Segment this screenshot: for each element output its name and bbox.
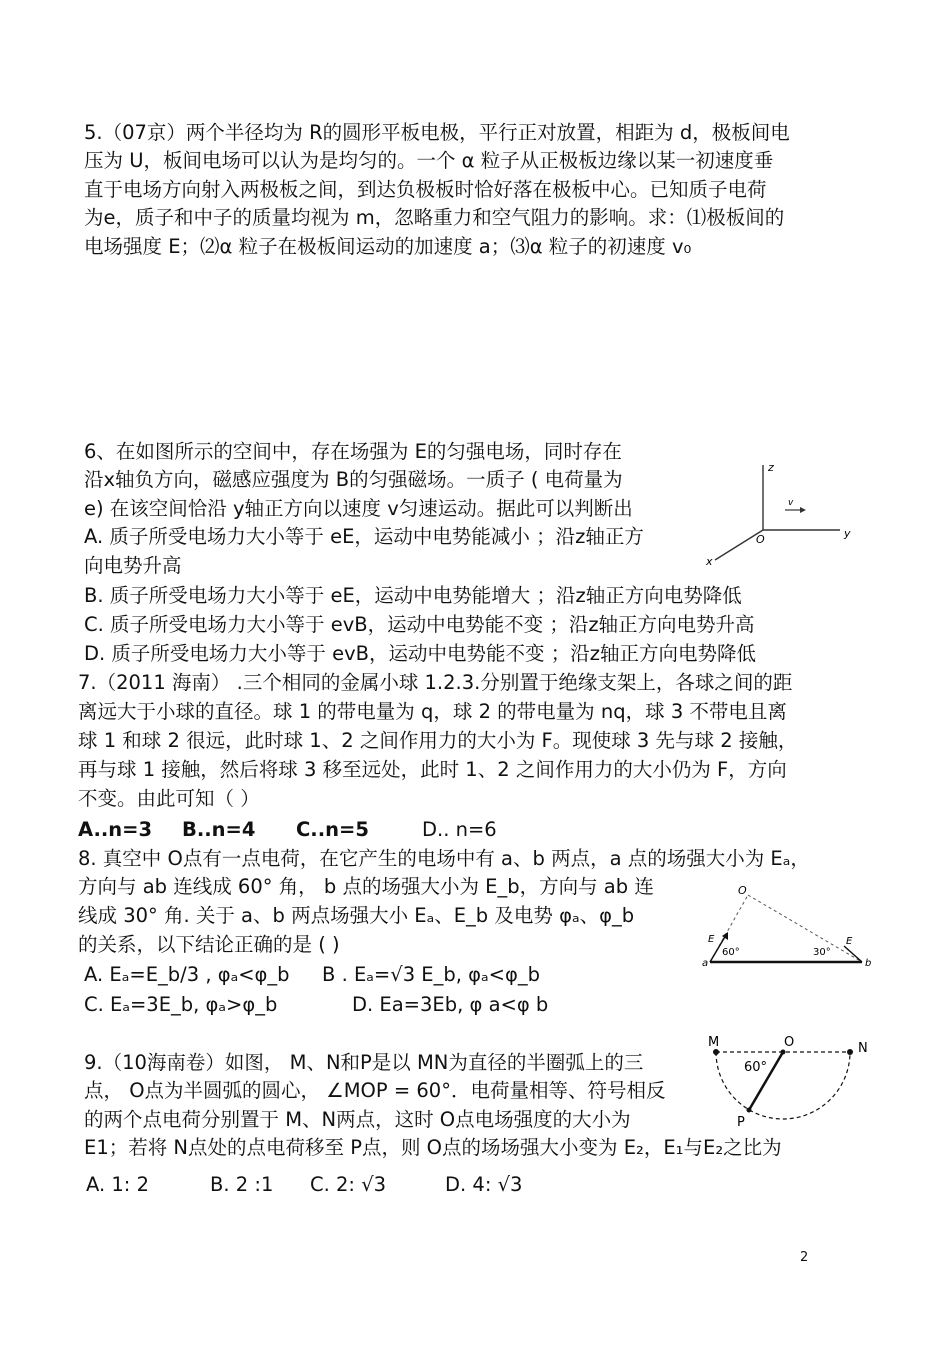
ea-label: E [708, 934, 715, 945]
o-label: O [738, 884, 747, 897]
origin-label: O [756, 533, 765, 546]
q5-line-4: 为e，质子和中子的质量均视为 m，忽略重力和空气阻力的影响。求：⑴极板间的 [84, 206, 785, 229]
q7-line-5: 不变。由此可知（ ） [78, 787, 260, 810]
q6-line-2: 沿x轴负方向，磁感应强度为 B的匀强磁场。一质子 ( 电荷量为 [84, 468, 623, 491]
q8-option-b: B . Eₐ=√3 E_b, φₐ<φ_b [322, 963, 540, 986]
q7-option-d: D.. n=6 [422, 818, 497, 841]
q8-option-a: A. Eₐ=E_b/3 , φₐ<φ_b [84, 963, 290, 986]
o-label: O [784, 1035, 795, 1050]
q7-line-1: 7.（2011 海南） .三个相同的金属小球 1.2.3.分别置于绝缘支架上，各球之间的距 [78, 671, 793, 694]
z-label: z [768, 461, 774, 474]
x-label: x [706, 555, 713, 568]
a-label: a [702, 958, 709, 969]
angle-a-label: 60° [722, 947, 740, 958]
semicircle-arc [716, 1052, 850, 1119]
q9-option-c: C. 2: √3 [310, 1173, 387, 1196]
q8-line-4: 的关系，以下结论正确的是 ( ) [78, 933, 340, 956]
q6-axes-diagram [700, 455, 860, 575]
q9-option-b: B. 2 :1 [210, 1173, 274, 1196]
q7-line-2: 离远大于小球的直径。球 1 的带电量为 q，球 2 的带电量为 nq，球 3 不带电且离 [78, 700, 787, 723]
q8-field-diagram [700, 880, 875, 975]
q7-line-3: 球 1 和球 2 很远，此时球 1、2 之间作用力的大小为 F。现使球 3 先与球 2 接触， [78, 729, 798, 752]
q9-line-1: 9.（10海南卷）如图， M、N和P是以 MN为直径的半圈弧上的三 [84, 1051, 644, 1074]
q5-line-3: 直于电场方向射入两极板之间，到达负极板时恰好落在极板中心。已知质子电荷 [84, 178, 767, 201]
page-number: 2 [800, 1250, 809, 1265]
q8-line-1: 8. 真空中 O点有一点电荷，在它产生的电场中有 a、b 两点，a 点的场强大小为 Eₐ， [78, 847, 810, 870]
q8-line-2: 方向与 ab 连线成 60° 角， b 点的场强大小为 E_b，方向与 ab 连 [78, 875, 654, 898]
q9-option-a: A. 1: 2 [86, 1173, 149, 1196]
q7-line-4: 再与球 1 接触，然后将球 3 移至远处，此时 1、2 之间作用力的大小仍为 F，方向 [78, 758, 787, 781]
q9-line-4: E1；若将 N点处的点电荷移至 P点，则 O点的场场强大小变为 E₂，E₁与E₂之比为 [84, 1136, 782, 1159]
q5-line-1: 5.（07京）两个半径均为 R的圆形平板电极，平行正对放置，相距为 d，极板间电 [84, 121, 790, 144]
eb-label: E [846, 936, 853, 947]
eb-vector [844, 946, 862, 962]
q8-line-3: 线成 30° 角. 关于 a、b 两点场强大小 Eₐ、E_b 及电势 φₐ、φ_b [78, 904, 635, 927]
q7-option-b: B..n=4 [182, 818, 256, 841]
q7-option-a: A..n=3 [78, 818, 153, 841]
q9-semicircle-diagram [700, 1030, 875, 1130]
point-p [747, 1108, 752, 1113]
q6-option-a-line-1: A. 质子所受电场力大小等于 eE，运动中电势能减小 ；沿z轴正方 [84, 525, 644, 548]
point-n [847, 1049, 853, 1055]
b-label: b [865, 958, 872, 969]
velocity-label: v [788, 498, 794, 508]
q6-option-b: B. 质子所受电场力大小等于 eE，运动中电势能增大 ；沿z轴正方向电势降低 [84, 584, 742, 607]
q6-option-a-line-2: 向电势升高 [84, 554, 182, 577]
q6-line-1: 6、在如图所示的空间中，存在场强为 E的匀强电场，同时存在 [84, 440, 622, 463]
q6-option-c: C. 质子所受电场力大小等于 evB，运动中电势能不变 ；沿z轴正方向电势升高 [84, 613, 755, 636]
q8-option-d: D. Ea=3Eb, φ a<φ b [352, 993, 549, 1016]
angle-b-label: 30° [813, 947, 831, 958]
n-label: N [858, 1041, 868, 1056]
m-label: M [708, 1035, 720, 1050]
q9-option-d: D. 4: √3 [445, 1173, 523, 1196]
p-label: P [737, 1115, 745, 1130]
q7-option-c: C..n=5 [296, 818, 369, 841]
angle-label: 60° [744, 1060, 768, 1075]
q5-line-5: 电场强度 E；⑵α 粒子在极板间运动的加速度 a；⑶α 粒子的初速度 v₀ [84, 235, 692, 258]
q9-line-3: 的两个点电荷分别置于 M、N两点，这时 O点电场强度的大小为 [84, 1108, 631, 1131]
q6-line-3: e) 在该空间恰沿 y轴正方向以速度 v匀速运动。据此可以判断出 [84, 497, 633, 520]
point-o [781, 1050, 786, 1055]
q8-option-c: C. Eₐ=3E_b, φₐ>φ_b [84, 993, 278, 1016]
ob-dashed-line [748, 895, 862, 962]
q5-line-2: 压为 U，板间电场可以认为是均匀的。一个 α 粒子从正极板边缘以某一初速度垂 [84, 149, 774, 172]
q9-line-2: 点， O点为半圆弧的圆心， ∠MOP = 60°．电荷量相等、符号相反 [84, 1079, 666, 1102]
q6-option-d: D. 质子所受电场力大小等于 evB，运动中电势能不变 ；沿z轴正方向电势降低 [84, 642, 756, 665]
y-label: y [844, 527, 851, 540]
